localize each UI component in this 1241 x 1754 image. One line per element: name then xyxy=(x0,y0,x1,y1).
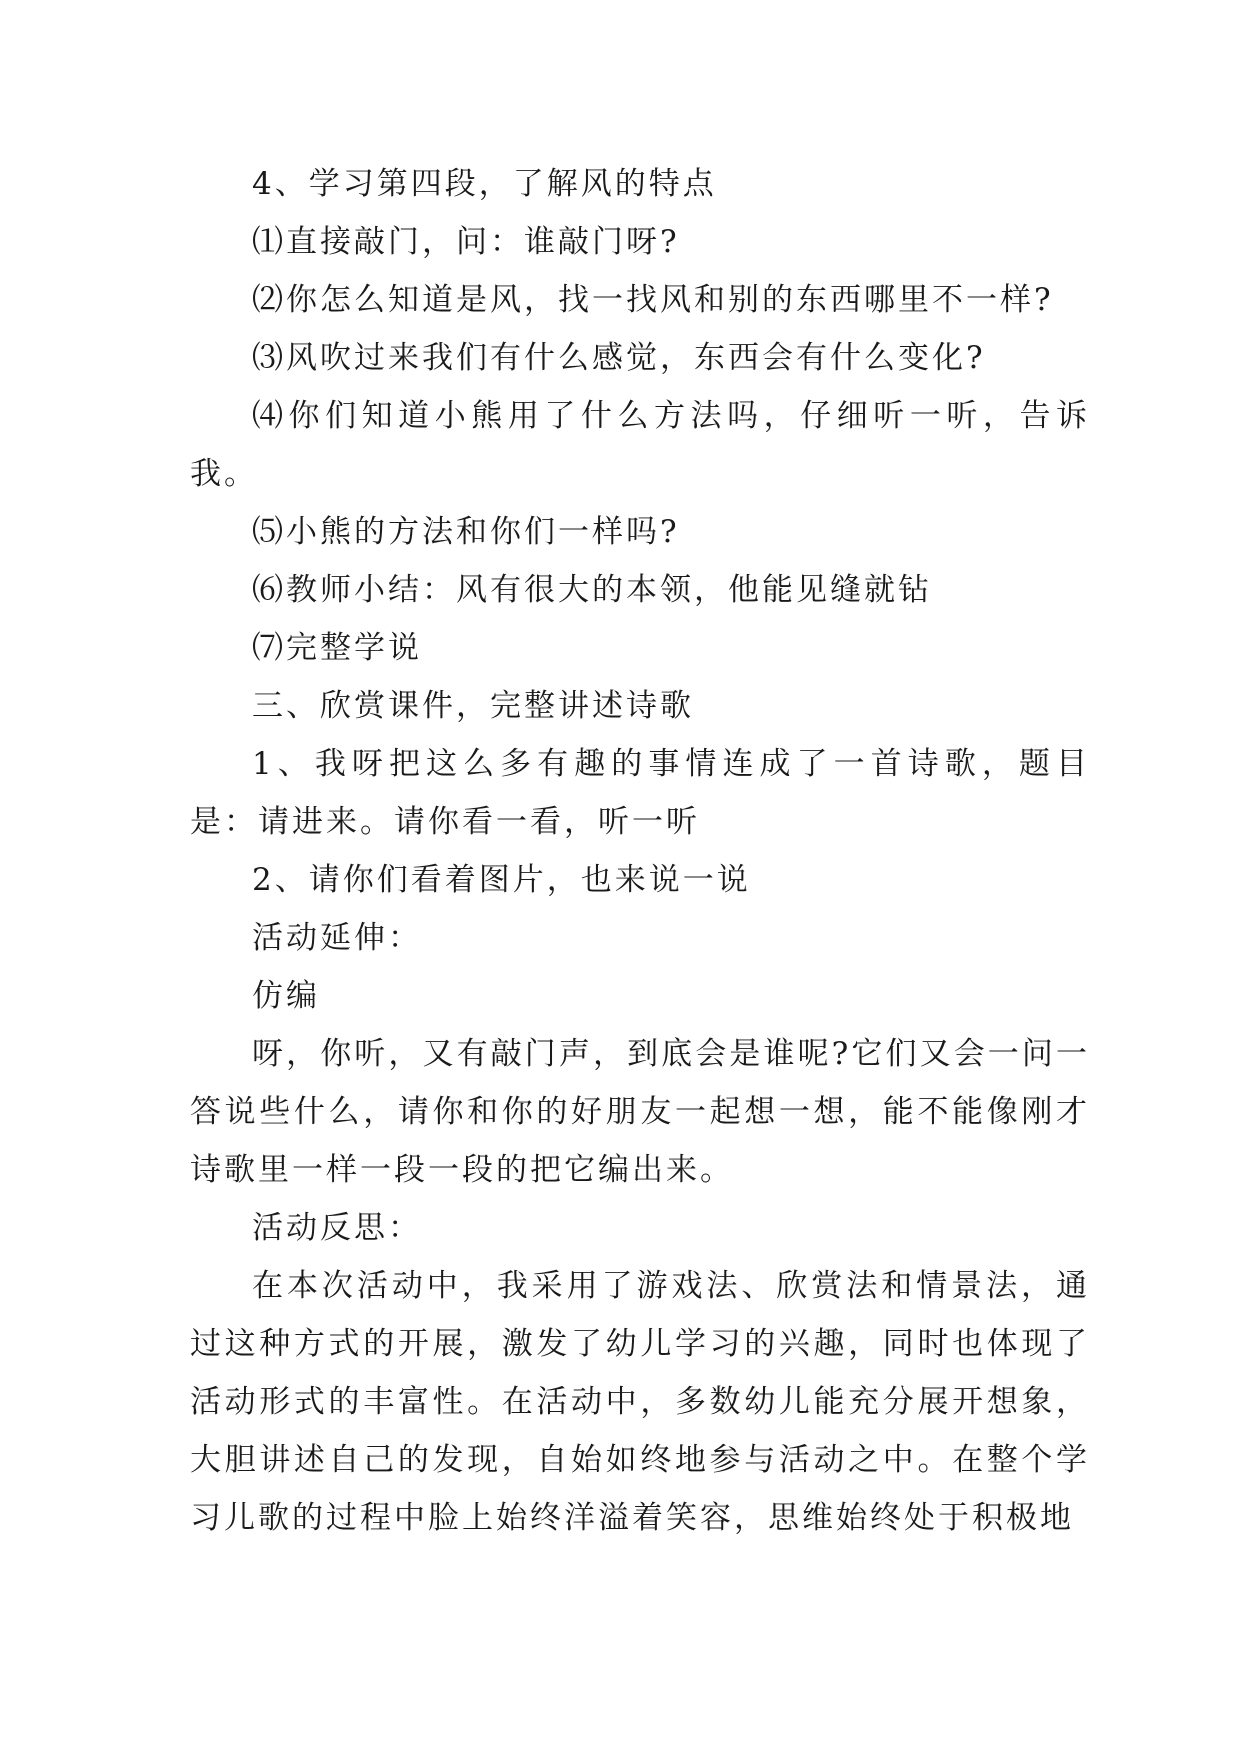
paragraph-step-1: ⑴直接敲门，问：谁敲门呀? xyxy=(252,224,680,260)
document-page xyxy=(190,155,1090,1547)
paragraph-step-6: ⑹教师小结：风有很大的本领，他能见缝就钻 xyxy=(252,572,932,608)
paragraph-item-2: 2、请你们看着图片，也来说一说 xyxy=(252,862,751,898)
heading-activity-extension: 活动延伸： xyxy=(252,920,422,956)
paragraph-step-4: ⑷你们知道小熊用了什么方法吗，仔细听一听，告诉我。 xyxy=(190,398,1090,492)
heading-activity-reflection: 活动反思： xyxy=(252,1210,422,1246)
paragraph-step-5: ⑸小熊的方法和你们一样吗? xyxy=(252,514,680,550)
paragraph-reflection-body: 在本次活动中，我采用了游戏法、欣赏法和情景法，通过这种方式的开展，激发了幼儿学习的兴趣，同时也体现了活动形式的丰富性。在活动中，多数幼儿能充分展开想象，大胆讲述自己的发现，自始如终地参与活动之中。在整个学习儿歌的过程中脸上始终洋溢着笑容，思维始终处于积极地 xyxy=(190,1268,1090,1536)
paragraph-step-3: ⑶风吹过来我们有什么感觉，东西会有什么变化? xyxy=(252,340,986,376)
subheading-imitation: 仿编 xyxy=(252,978,320,1014)
paragraph-step-2: ⑵你怎么知道是风，找一找风和别的东西哪里不一样? xyxy=(252,282,1054,318)
section-heading-three: 三、欣赏课件，完整讲述诗歌 xyxy=(252,688,694,724)
paragraph-section-4-heading: 4、学习第四段，了解风的特点 xyxy=(252,166,717,202)
paragraph-imitation-body: 呀，你听，又有敲门声，到底会是谁呢?它们又会一问一答说些什么，请你和你的好朋友一起想一想，能不能像刚才诗歌里一样一段一段的把它编出来。 xyxy=(190,1036,1090,1188)
paragraph-item-1: 1、我呀把这么多有趣的事情连成了一首诗歌，题目是：请进来。请你看一看，听一听 xyxy=(190,746,1090,840)
paragraph-step-7: ⑺完整学说 xyxy=(252,630,422,666)
